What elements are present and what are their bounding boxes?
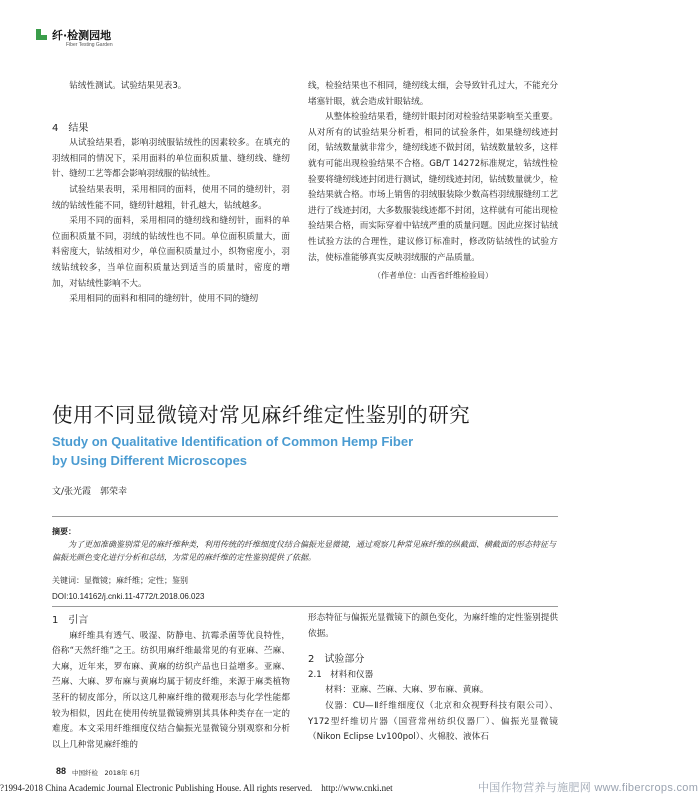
- paragraph: 从试验结果看，影响羽绒服钻绒性的因素较多。在填充的羽绒相同的情况下，采用面料的单位面积质量、缝纫线、缝纫针、缝纫工艺等都会影响羽绒服的钻绒性。: [52, 138, 290, 180]
- paragraph: 材料：亚麻、苎麻、大麻、罗布麻、黄麻。: [325, 685, 489, 696]
- section-heading-results: 4 结果: [52, 122, 89, 134]
- magazine-info: 中国纤检 2018年 6月: [72, 769, 141, 777]
- paragraph: 麻纤维具有透气、吸湿、防静电、抗霉杀菌等优良特性，俗称“天然纤维”之王。纺织用麻纤维最常见的有亚麻、苎麻、大麻，近年来，罗布麻、黄麻的纺织产品也日益增多。亚麻、苎麻、大麻、罗布麻与黄麻均属于韧皮纤维，来源于麻类植物茎秆的韧皮部分，所以这几种麻纤维的微观形态与化学性能都较为相似，因此在使用传统显微镜辨别其具体种类存在一定的难度。本文采用纤维细度仪结合偏振光显微镜分别观察和分析以上几种常见麻纤维的: [52, 630, 290, 750]
- copyright-line: ?1994-2018 China Academic Journal Electronic Publishing House. All rights reserved. http://www.cnki.net: [0, 783, 393, 793]
- paragraph: 钻绒性测试。试验结果见表3。: [69, 81, 187, 91]
- article-title: 使用不同显微镜对常见麻纤维定性鉴别的研究: [52, 403, 470, 427]
- article-english-title: [52, 432, 552, 470]
- abstract-text: 为了更加准确鉴别常见的麻纤维种类，利用传统的纤维细度仪结合偏振光显微镜，通过观察几种常见麻纤维的纵截面、横截面的形态特征与偏振光颜色变化进行分析和总结，为常见的麻纤维的定性鉴别提供了依据。: [52, 540, 556, 562]
- section-logo-icon: [36, 29, 47, 40]
- author-affiliation: （作者单位：山西省纤维检验局）: [373, 271, 493, 281]
- section-subtitle: Fiber Testing Garden: [66, 42, 113, 48]
- english-title-line: Study on Qualitative Identification of Common Hemp Fiber: [52, 434, 414, 449]
- watermark: 中国作物营养与施肥网 www.fibercrops.com: [478, 782, 698, 794]
- article-left-column: [52, 613, 290, 753]
- paragraph: 形态特征与偏振光显微镜下的颜色变化，为麻纤维的定性鉴别提供依据。: [308, 613, 558, 639]
- abstract: [52, 525, 558, 564]
- section-title: 纤·检测园地: [52, 29, 112, 42]
- abstract-label: 摘要：: [52, 527, 76, 536]
- paragraph: 采用相同的面料和相同的缝纫针，使用不同的缝纫: [69, 294, 259, 305]
- divider: [52, 516, 558, 517]
- divider: [52, 606, 558, 607]
- doi: DOI:10.14162/j.cnki.11-4772/t.2018.06.023: [52, 592, 205, 601]
- section-heading-introduction: 1 引言: [52, 615, 89, 626]
- prev-article-left-column: [52, 79, 290, 308]
- paragraph: 采用不同的面料，采用相同的缝纫线和缝纫针，面料的单位面积质量不同，羽绒的钻绒性也不同。单位面积质量大，面料密度大，钻绒相对少，单位面积质量过小，织物密度小，羽绒钻绒较多，当单位面积质量达到适当的质量时，密度的增加，对钻绒性影响不大。: [52, 216, 290, 289]
- paragraph: 线，检验结果也不相同，缝纫线太细，会导致针孔过大，不能充分堵塞针眼，就会造成针眼钻绒。: [308, 81, 558, 107]
- keywords: 关键词：显微镜；麻纤维；定性；鉴别: [52, 576, 188, 585]
- paragraph: 仪器：CU—Ⅱ纤维细度仪（北京和众视野科技有限公司）、Y172型纤维切片器（国营常州纺织仪器厂）、偏振光显微镜（Nikon Eclipse Lv100pol）、火棉胶、液体石: [308, 700, 558, 743]
- english-title-line: by Using Different Microscopes: [52, 453, 248, 468]
- article-right-column: [308, 611, 558, 746]
- paragraph: 试验结果表明，采用相同的面料，使用不同的缝纫针，羽绒的钻绒性能不同，缝纫针越粗，针孔越大，钻绒越多。: [52, 184, 290, 211]
- paragraph: 从整体检验结果看，缝纫针眼封闭对检验结果影响至关重要。从对所有的试验结果分析看，相同的试验条件，如果缝纫线迹封闭，钻绒数量就非常少，缝纫线迹不做封闭，钻绒数量较多，这样就有可能出现检验结果不合格。GB/T 14272标准规定，钻绒性检验要将缝纫线迹封闭进行测试，缝纫线迹封闭，钻绒数量就少，检验结果就合格。市场上销售的羽绒服装除少数高档羽绒服缝纫工艺进行了线迹封闭，大多数服装线迹都不封闭，这样就有可能出现检验结果合格，而实际穿着中钻绒严重的质量问题。因此应探讨钻绒性试验方法的合理性，建议修订标准时，修改防钻绒性的试验方法，使标准能够真实反映羽绒服的产品质量。: [308, 112, 558, 263]
- section-heading-experiment: 2 试验部分: [308, 654, 365, 666]
- prev-article-right-column: [308, 79, 558, 284]
- article-authors: 文/张光霞 郭荣幸: [52, 487, 128, 497]
- page-number: 88: [56, 766, 67, 776]
- subsection-heading-materials: 2.1 材料和仪器: [308, 669, 374, 680]
